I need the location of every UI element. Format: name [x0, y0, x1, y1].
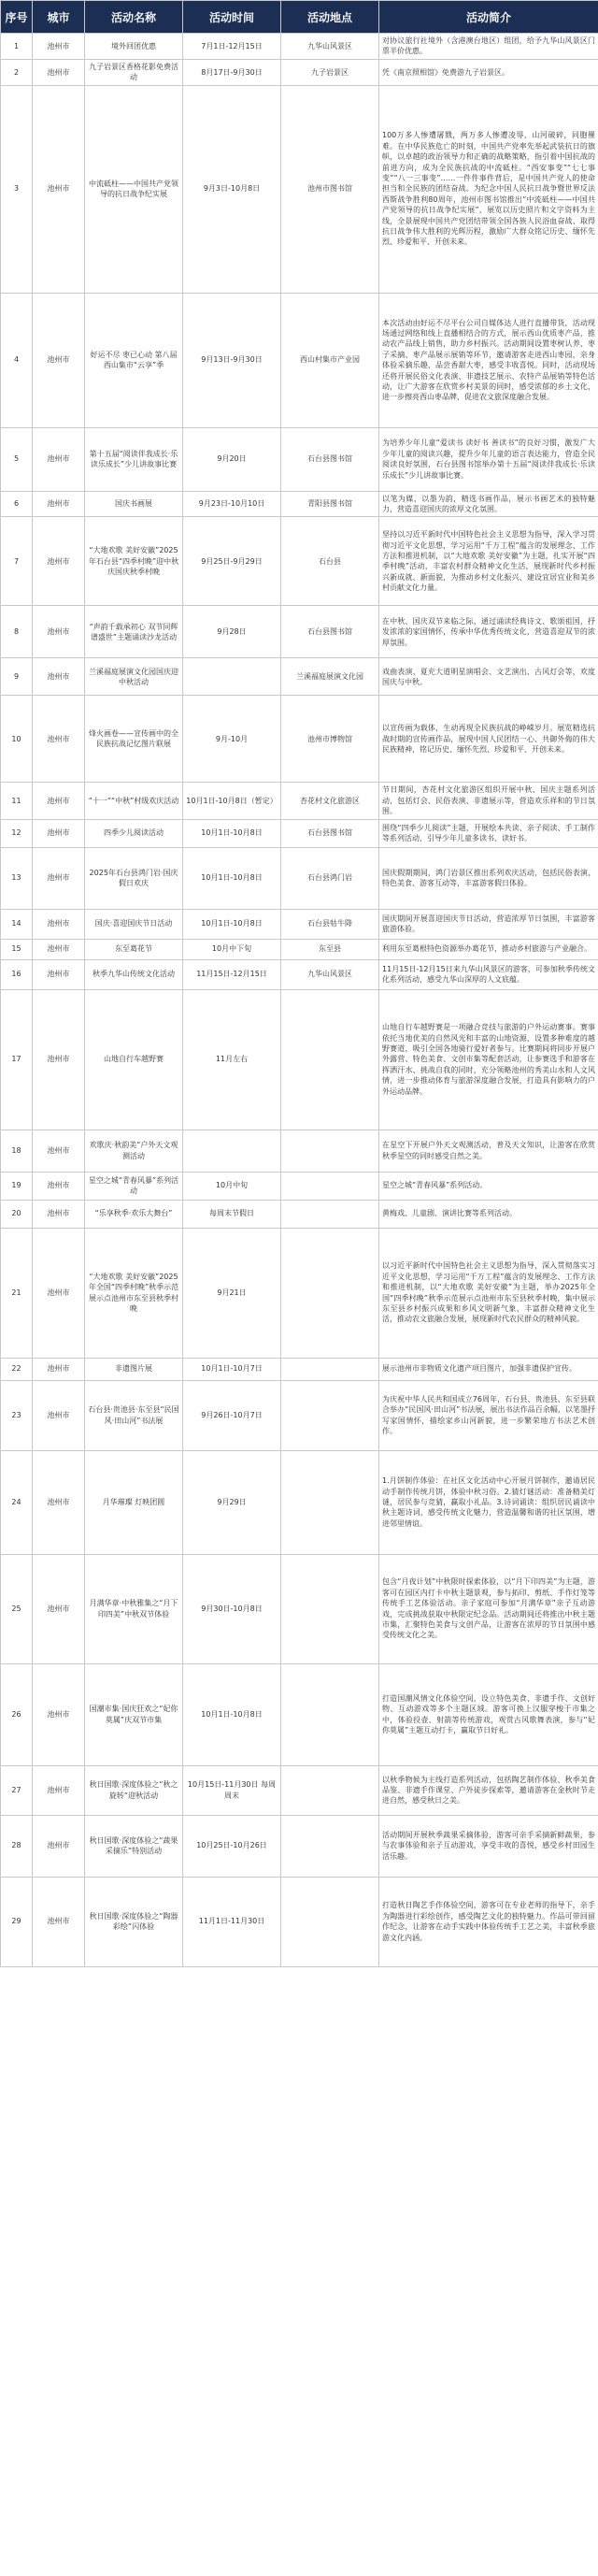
cell-name: 九子岩景区香格花影免费活动 [85, 59, 183, 85]
cell-city: 池州市 [33, 85, 85, 293]
cell-intro: 包含“月夜计划”中秋限时探索体验，以“月下印四美”为主题，游客可在园区内打卡中秋主题景观，参与拓印、剪纸、手作灯笼等传统手工艺体验活动。亲子家庭可参加“月满华章”亲子互动游戏，完成挑战获取中秋限定纪念品。活动期间还将推出中秋主题市集，汇聚特色美食与文创产品，让游客在浓厚的节日氛围中感受传统文化之美。 [379, 1554, 598, 1663]
cell-time: 11月左右 [183, 989, 281, 1130]
cell-no: 29 [1, 1877, 33, 1966]
table-row [1, 1172, 598, 1200]
cell-time: 10月1日-10月8日 [183, 847, 281, 909]
cell-place [281, 1663, 379, 1765]
cell-no: 15 [1, 939, 33, 959]
cell-intro: 围绕“四季少儿阅读”主题，开展绘本共读、亲子阅读、手工制作等系列活动，引导少年儿童多读书、读好书。 [379, 819, 598, 847]
cell-no: 16 [1, 959, 33, 989]
cell-place: 青阳县图书馆 [281, 491, 379, 517]
cell-city: 池州市 [33, 1358, 85, 1380]
table-row [1, 783, 598, 819]
cell-city: 池州市 [33, 517, 85, 606]
cell-no: 28 [1, 1815, 33, 1877]
cell-city: 池州市 [33, 658, 85, 696]
cell-place [281, 1450, 379, 1554]
cell-city: 池州市 [33, 59, 85, 85]
cell-intro: 戏曲表演、夏充大道明星演唱会、文艺演出、古风灯会等，欢度国庆与中秋。 [379, 658, 598, 696]
table-row [1, 658, 598, 696]
cell-city: 池州市 [33, 847, 85, 909]
cell-place: 杏花村文化旅游区 [281, 783, 379, 819]
cell-no: 12 [1, 819, 33, 847]
cell-city: 池州市 [33, 1172, 85, 1200]
cell-name: 烽火画卷——宣传画中的全民族抗战记忆图片联展 [85, 696, 183, 783]
cell-name: 四季少儿阅读活动 [85, 819, 183, 847]
cell-intro: 打造秋日陶艺手作体验空间，游客可在专业老师的指导下，亲手为陶器进行彩绘创作，感受陶艺文化的独特魅力。作品可带回留作纪念，让游客在动手实践中体验传统手工艺之美，丰富秋季旅游文化内涵。 [379, 1877, 598, 1966]
cell-time: 9月13日-9月30日 [183, 293, 281, 427]
cell-place [281, 1172, 379, 1200]
cell-no: 22 [1, 1358, 33, 1380]
cell-place [281, 1877, 379, 1966]
cell-name: 月华璀璨 灯映团圆 [85, 1450, 183, 1554]
cell-intro: 国庆假期期间，鸿门岩景区推出系列欢庆活动，包括民俗表演、特色美食、游客互动等，丰富游客假日体验。 [379, 847, 598, 909]
cell-city: 池州市 [33, 1130, 85, 1172]
header-place: 活动地点 [281, 1, 379, 34]
cell-time: 9月-10月 [183, 696, 281, 783]
table-row [1, 989, 598, 1130]
cell-intro: 活动期间开展秋季蔬果采摘体验，游客可亲手采摘新鲜蔬果，参与农事体验和亲子互动游戏，享受丰收的喜悦，感受乡村田园生活乐趣。 [379, 1815, 598, 1877]
cell-name: “大地欢歌 美好安徽”2025年全国“四季村晚”秋季示范展示点池州市东至县秋季村晚 [85, 1228, 183, 1358]
cell-intro: 为庆祝中华人民共和国成立76周年，石台县、贵池县、东至县联合举办“民国风·田山河”书法展，展出书法作品百余幅，以笔墨抒写家国情怀，描绘家乡山河新貌，进一步繁荣地方书法艺术创作。 [379, 1380, 598, 1450]
cell-time [183, 1130, 281, 1172]
cell-time: 11月1日-11月30日 [183, 1877, 281, 1966]
cell-intro: 1.月饼制作体验：在社区文化活动中心开展月饼制作，邀请居民动手制作传统月饼，体验中秋习俗。2.猜灯谜活动：准备精美灯谜，居民参与竞猜，赢取小礼品。3.诗词诵读：组织居民诵读中秋主题诗词，感受传统文化魅力，营造温馨和谐的社区氛围，增进邻里情谊。 [379, 1450, 598, 1554]
cell-intro: 以习近平新时代中国特色社会主义思想为指导，深入贯彻落实习近平文化思想，学习运用“千万工程”蕴含的发展理念、工作方法和推进机制，以“大地欢歌 美好安徽”为主题，举办2025年全国“四季村晚”秋季示范展示点池州市东至县秋季村晚，集中展示东至县乡村振兴成果和乡风文明新气象，丰富群众精神文化生活，推动农文旅融合发展，展现新时代农民群众的精神风貌。 [379, 1228, 598, 1358]
cell-name: 山地自行车越野赛 [85, 989, 183, 1130]
cell-place: 兰溪福庭展演文化园 [281, 658, 379, 696]
table-row [1, 517, 598, 606]
cell-name: 中流砥柱——中国共产党领导的抗日战争纪实展 [85, 85, 183, 293]
table-row [1, 696, 598, 783]
cell-name: 星空之城“青春风暴”系列活动 [85, 1172, 183, 1200]
cell-intro: 山地自行车越野赛是一项融合竞技与旅游的户外运动赛事。赛事依托当地优美的自然风光和丰富的山地资源，设置多种难度的越野赛道，吸引全国各地骑行爱好者参与。比赛期间将同步开展户外露营、特色美食、文创市集等配套活动，让参赛选手和游客在挥洒汗水、挑战自我的同时，充分领略池州的秀美山水和人文风情，进一步推动体育与旅游深度融合发展，打造具有影响力的户外运动品牌。 [379, 989, 598, 1130]
cell-place [281, 1765, 379, 1815]
cell-no: 7 [1, 517, 33, 606]
cell-name: 兰溪福庭展演文化园国庆迎中秋活动 [85, 658, 183, 696]
cell-name: 秋季九华山传统文化活动 [85, 959, 183, 989]
cell-time: 7月1日-12月15日 [183, 34, 281, 60]
cell-intro: 对协议旅行社境外（含港澳台地区）组团，给予九华山风景区门票半价优惠。 [379, 34, 598, 60]
table-row [1, 959, 598, 989]
cell-name: 国庆书画展 [85, 491, 183, 517]
header-name: 活动名称 [85, 1, 183, 34]
cell-intro: 在星空下开展户外天文观测活动，普及天文知识，让游客在欣赏秋季星空的同时感受自然之美。 [379, 1130, 598, 1172]
cell-intro: 打造国潮风情文化体验空间，设立特色美食、非遗手作、文创好物、互动游戏等多个主题区域。游客可换上汉服穿梭于市集之中，体验投壶、射箭等传统游戏，观赏古风歌舞表演，参与“妃你莫属”主题互动打卡，赢取节日好礼。 [379, 1663, 598, 1765]
cell-place: 石台县图书馆 [281, 606, 379, 658]
cell-time: 9月23日-10月10日 [183, 491, 281, 517]
cell-intro: 以秋季物候为主线打造系列活动，包括陶艺制作体验、秋季美食品鉴、非遗手作课堂、户外徒步探索等，邀请游客在金秋时节走进自然，感受秋日之美。 [379, 1765, 598, 1815]
header-time: 活动时间 [183, 1, 281, 34]
cell-time: 10月中下旬 [183, 939, 281, 959]
cell-no: 18 [1, 1130, 33, 1172]
cell-intro: 星空之城“青春风暴”系列活动。 [379, 1172, 598, 1200]
cell-city: 池州市 [33, 606, 85, 658]
cell-intro: 100万多人惨遭屠戮，两万多人惨遭凌辱，山河破碎，同胞罹难。在中华民族危亡的时刻，中国共产党率先举起武装抗日的旗帜，以卓越的政治领导力和正确的战略策略，指引着中国抗战的前进方向，成为全民族抗战的中流砥柱。“西安事变”“七七事变”“八一三事变”……一件件事件背后，是中国共产党人的使命担当和全民族的团结奋战。为纪念中国人民抗日战争暨世界反法西斯战争胜利80周年，池州市图书馆推出“中流砥柱——中国共产党领导的抗日战争纪实展”，展览以历史照片和文字资料为主线，全景展现中国共产党团结带领全国各族人民浴血奋战、取得抗日战争伟大胜利的光辉历程，激励广大群众铭记历史、缅怀先烈、珍爱和平、开创未来。 [379, 85, 598, 293]
cell-no: 24 [1, 1450, 33, 1554]
cell-name: 国庆·喜迎国庆节日活动 [85, 909, 183, 939]
header-intro: 活动简介 [379, 1, 598, 34]
cell-time: 每周末节假日 [183, 1200, 281, 1228]
cell-city: 池州市 [33, 909, 85, 939]
cell-intro: 凭《南京照相馆》免费游九子岩景区。 [379, 59, 598, 85]
cell-no: 1 [1, 34, 33, 60]
cell-time: 10月15日-11月30日 每周周末 [183, 1765, 281, 1815]
cell-no: 27 [1, 1765, 33, 1815]
header-no: 序号 [1, 1, 33, 34]
table-row [1, 1765, 598, 1815]
cell-no: 26 [1, 1663, 33, 1765]
cell-city: 池州市 [33, 1380, 85, 1450]
cell-no: 23 [1, 1380, 33, 1450]
cell-intro: 展示池州市非物质文化遗产项目图片，加强非遗保护宣传。 [379, 1358, 598, 1380]
cell-time: 9月28日 [183, 606, 281, 658]
cell-time: 11月15日-12月15日 [183, 959, 281, 989]
table-row [1, 85, 598, 293]
cell-name: “大地欢歌 美好安徽”2025年石台县“四季村晚”迎中秋庆国庆秋季村晚 [85, 517, 183, 606]
cell-place: 九华山风景区 [281, 34, 379, 60]
cell-no: 11 [1, 783, 33, 819]
cell-place: 石台县 [281, 517, 379, 606]
cell-city: 池州市 [33, 491, 85, 517]
cell-intro: 黄梅戏、儿童剧、演讲比赛等系列活动。 [379, 1200, 598, 1228]
cell-name: 石台县·贵池县·东至县“民国风·田山河”书法展 [85, 1380, 183, 1450]
cell-name: 境外回团优惠 [85, 34, 183, 60]
cell-name: 非遗图片展 [85, 1358, 183, 1380]
cell-place [281, 1200, 379, 1228]
cell-name: 第十五届“阅读伴我成长·乐读乐成长”少儿讲故事比赛 [85, 427, 183, 491]
cell-intro: 11月15日-12月15日来九华山风景区的游客，可参加秋季传统文化系列活动，感受九华山深厚的人文底蕴。 [379, 959, 598, 989]
table-row [1, 293, 598, 427]
cell-name: 秋日国歌·深度体验之“陶器彩绘”闪体验 [85, 1877, 183, 1966]
cell-intro: 坚持以习近平新时代中国特色社会主义思想为指导，深入学习贯彻习近平文化思想，学习运用“千万工程”蕴含的发展理念、工作方法和推进机制，以“大地欢歌 美好安徽”为主题，扎实开展“四季村晚”活动，丰富农村群众精神文化生活，展现新时代乡村振兴新成就、新面貌，为推动乡村文化振兴、建设宜居宜业和美乡村贡献文化力量。 [379, 517, 598, 606]
cell-intro: 在中秋、国庆双节来临之际，通过诵读经典诗文、歌颂祖国，抒发浓浓的家国情怀，传承中华优秀传统文化，营造喜迎双节的浓厚氛围。 [379, 606, 598, 658]
cell-no: 25 [1, 1554, 33, 1663]
cell-no: 21 [1, 1228, 33, 1358]
table-row [1, 1358, 598, 1380]
cell-intro: 以笔为媒，以墨为韵，精选书画作品，展示书画艺术的独特魅力，营造喜迎国庆的浓厚文化氛围。 [379, 491, 598, 517]
cell-place [281, 1358, 379, 1380]
cell-city: 池州市 [33, 34, 85, 60]
cell-name: “十一”“中秋”村级欢庆活动 [85, 783, 183, 819]
cell-city: 池州市 [33, 819, 85, 847]
table-row [1, 1554, 598, 1663]
cell-time: 9月3日-10月8日 [183, 85, 281, 293]
cell-city: 池州市 [33, 1450, 85, 1554]
cell-name: 2025年石台县鸿门岩·国庆假日欢庆 [85, 847, 183, 909]
cell-no: 6 [1, 491, 33, 517]
cell-place [281, 1380, 379, 1450]
cell-time [183, 658, 281, 696]
cell-intro: 节日期间，杏花村文化旅游区组织开展中秋、国庆主题系列活动，包括灯会、民俗表演、非遗展示等，营造欢乐祥和的节日氛围。 [379, 783, 598, 819]
table-row [1, 606, 598, 658]
cell-city: 池州市 [33, 783, 85, 819]
table-row [1, 847, 598, 909]
table-row [1, 1228, 598, 1358]
cell-time: 10月1日-10月7日 [183, 1358, 281, 1380]
cell-no: 17 [1, 989, 33, 1130]
cell-city: 池州市 [33, 1228, 85, 1358]
cell-place: 石台县图书馆 [281, 819, 379, 847]
cell-intro: 国庆期间开展喜迎国庆节日活动，营造浓厚节日氛围，丰富游客旅游体验。 [379, 909, 598, 939]
cell-no: 20 [1, 1200, 33, 1228]
cell-place [281, 1554, 379, 1663]
table-row [1, 491, 598, 517]
cell-no: 9 [1, 658, 33, 696]
table-row [1, 909, 598, 939]
table-row [1, 1200, 598, 1228]
table-row [1, 1380, 598, 1450]
cell-name: 国潮市集·国庆狂欢之“妃你莫属”庆双节市集 [85, 1663, 183, 1765]
cell-place [281, 1228, 379, 1358]
cell-time: 10月1日-10月8日 [183, 909, 281, 939]
table-header-row [1, 1, 598, 34]
cell-name: 秋日国歌·深度体验之“秋之旋转”迎秋活动 [85, 1765, 183, 1815]
cell-intro: 为培养少年儿童“爱读书 读好书 善读书”的良好习惯，激发广大少年儿童的阅读兴趣，提升少年儿童的语言表达能力，营造全民阅读良好氛围，石台县图书馆举办第十五届“阅读伴我成长·乐读乐成长”少儿讲故事比赛。 [379, 427, 598, 491]
cell-city: 池州市 [33, 293, 85, 427]
cell-city: 池州市 [33, 1765, 85, 1815]
table-row [1, 1877, 598, 1966]
cell-no: 19 [1, 1172, 33, 1200]
cell-name: 好运不尽 枣已心动 第八届西山集市“云享”季 [85, 293, 183, 427]
cell-no: 3 [1, 85, 33, 293]
cell-time: 10月1日-10月8日（暂定） [183, 783, 281, 819]
cell-city: 池州市 [33, 959, 85, 989]
cell-place: 石台县鸿门岩 [281, 847, 379, 909]
cell-intro: 以宣传画为载体，生动再现全民族抗战的峥嵘岁月。展览精选抗战时期的宣传画作品，展现中国人民团结一心、共御外侮的伟大民族精神，铭记历史、缅怀先烈、珍爱和平、开创未来。 [379, 696, 598, 783]
cell-name: “声韵千载承初心 双节同辉谱盛世”主题诵读沙龙活动 [85, 606, 183, 658]
table-row [1, 1130, 598, 1172]
cell-city: 池州市 [33, 1554, 85, 1663]
table-row [1, 427, 598, 491]
header-city: 城市 [33, 1, 85, 34]
cell-place: 东至县 [281, 939, 379, 959]
cell-no: 4 [1, 293, 33, 427]
cell-time: 10月1日-10月8日 [183, 1663, 281, 1765]
cell-time: 9月26日-10月7日 [183, 1380, 281, 1450]
cell-place: 西山村集市产业园 [281, 293, 379, 427]
cell-place [281, 1815, 379, 1877]
cell-time: 9月20日 [183, 427, 281, 491]
cell-place [281, 1130, 379, 1172]
cell-time: 9月29日 [183, 1450, 281, 1554]
cell-place: 石台县图书馆 [281, 427, 379, 491]
cell-time: 9月30日-10月8日 [183, 1554, 281, 1663]
cell-no: 2 [1, 59, 33, 85]
cell-time: 9月25日-9月29日 [183, 517, 281, 606]
cell-city: 池州市 [33, 939, 85, 959]
cell-city: 池州市 [33, 1877, 85, 1966]
cell-city: 池州市 [33, 1815, 85, 1877]
cell-no: 8 [1, 606, 33, 658]
cell-place [281, 989, 379, 1130]
cell-place: 池州市博物馆 [281, 696, 379, 783]
cell-no: 13 [1, 847, 33, 909]
table-row [1, 59, 598, 85]
cell-time: 8月17日-9月30日 [183, 59, 281, 85]
cell-no: 14 [1, 909, 33, 939]
cell-no: 5 [1, 427, 33, 491]
cell-city: 池州市 [33, 1663, 85, 1765]
cell-place: 石台县牯牛降 [281, 909, 379, 939]
cell-place: 九华山风景区 [281, 959, 379, 989]
cell-intro: 利用东至葛根特色资源举办葛花节，推动乡村旅游与产业融合。 [379, 939, 598, 959]
table-row [1, 819, 598, 847]
cell-place: 九子岩景区 [281, 59, 379, 85]
cell-intro: 本次活动由好运不尽平台公司自媒体达人进行直播带货，活动现场通过网络和线上直播相结合的方式，展示西山优质枣产品，推动农产品线上销售，助力乡村振兴。活动期间设置枣树认养、枣子采摘、枣产品展示展销等环节，邀请游客走进西山枣园，亲身体验采摘乐趣，品尝香甜大枣，感受丰收喜悦。同时，活动现场还将开展民俗文化表演、非遗技艺展示、农特产品展销等特色活动，让广大游客在欣赏乡村美景的同时，感受浓郁的乡土文化，进一步擦亮西山枣品牌，促进农文旅深度融合发展。 [379, 293, 598, 427]
cell-name: 欢歌庆·秋韵美“户外天文观测活动 [85, 1130, 183, 1172]
table-row [1, 1815, 598, 1877]
table-row [1, 34, 598, 60]
cell-city: 池州市 [33, 989, 85, 1130]
table-row [1, 1663, 598, 1765]
cell-time: 9月21日 [183, 1228, 281, 1358]
cell-city: 池州市 [33, 427, 85, 491]
cell-name: 东至葛花节 [85, 939, 183, 959]
cell-name: 月满华章·中秋雅集之“月下印四美”中秋双节体验 [85, 1554, 183, 1663]
table-body [1, 34, 598, 1967]
cell-city: 池州市 [33, 1200, 85, 1228]
cell-no: 10 [1, 696, 33, 783]
cell-city: 池州市 [33, 696, 85, 783]
cell-place: 池州市图书馆 [281, 85, 379, 293]
cell-time: 10月中旬 [183, 1172, 281, 1200]
cell-time: 10月25日-10月26日 [183, 1815, 281, 1877]
table-row [1, 939, 598, 959]
cell-name: 秋日国歌·深度体验之“蔬果采摘乐”特别活动 [85, 1815, 183, 1877]
cell-time: 10月1日-10月8日 [183, 819, 281, 847]
cell-name: “乐享秋季·欢乐大舞台” [85, 1200, 183, 1228]
table-row [1, 1450, 598, 1554]
